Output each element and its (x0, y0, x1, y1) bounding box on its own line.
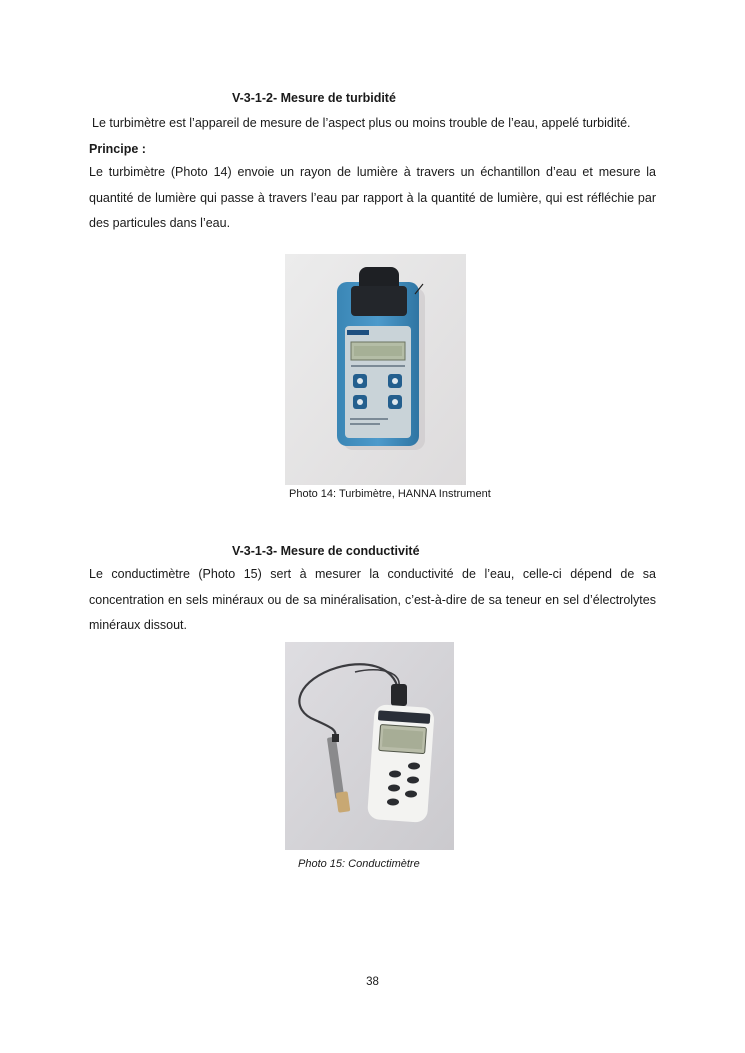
brand-text (347, 330, 369, 335)
conductivity-meter-illustration (285, 642, 454, 850)
turbidimeter-photo (285, 254, 466, 485)
turbidimeter-illustration (285, 254, 466, 485)
conductivity-paragraph: Le conductimètre (Photo 15) sert à mesurer la conductivité de l’eau, celle-ci dépend de sa concentration en sels minéraux ou de sa minéralisation, c’est-à-dire de sa teneur en sel d’électrolytes minéraux dissout. (89, 567, 656, 632)
section-heading-conductivity: V-3-1-3- Mesure de conductivité (232, 544, 420, 558)
principle-paragraph: Le turbimètre (Photo 14) envoie un rayon de lumière à travers un échantillon d’eau et mesure la quantité de lumière qui passe à travers l’eau par rapport à la quantité de lumière, qui est réfléchie par des particules dans l’eau. (89, 165, 656, 230)
page-number: 38 (366, 976, 379, 988)
photo14-caption: Photo 14: Turbimètre, HANNA Instrument (289, 488, 491, 500)
section-heading-turbidity: V-3-1-2- Mesure de turbidité (232, 91, 396, 105)
turbidity-intro: Le turbimètre est l’appareil de mesure de l’aspect plus ou moins trouble de l’eau, appelé turbidité. (92, 116, 631, 130)
conductivity-meter-photo (285, 642, 454, 850)
photo15-caption: Photo 15: Conductimètre (298, 858, 420, 870)
principle-label: Principe : (89, 142, 146, 156)
